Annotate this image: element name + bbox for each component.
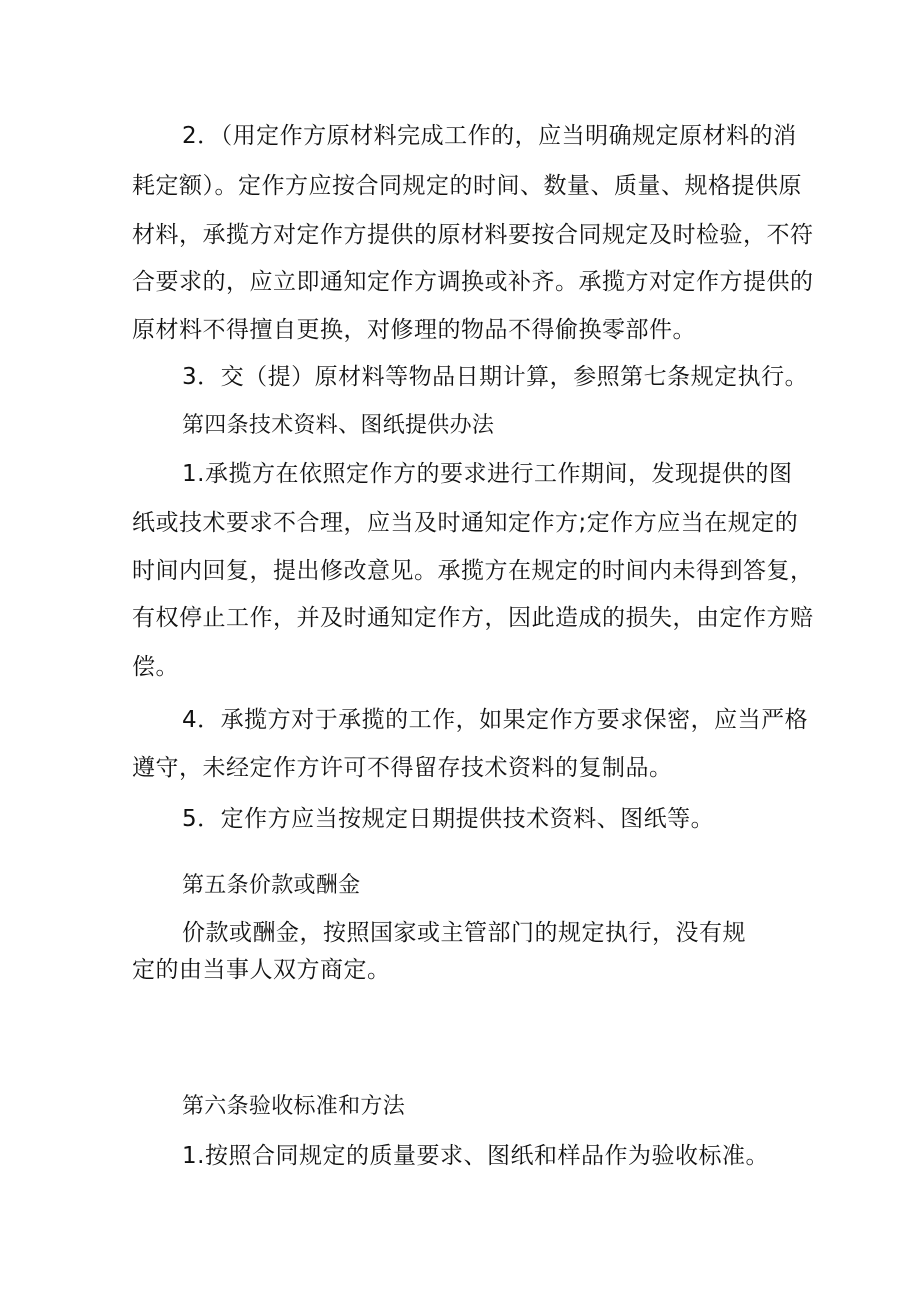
section-heading-5: 第五条价款或酬金 (182, 873, 361, 898)
section-6-item-1: 1.按照合同规定的质量要求、图纸和样品作为验收标准。 (182, 1143, 769, 1169)
section-heading-4: 第四条技术资料、图纸提供办法 (182, 413, 495, 438)
section-heading-6: 第六条验收标准和方法 (182, 1094, 406, 1119)
section-4-item-4-line-1: 4．承揽方对于承揽的工作，如果定作方要求保密，应当严格 (182, 707, 809, 733)
paragraph-2-line-4: 合要求的，应立即通知定作方调换或补齐。承揽方对定作方提供的 (132, 269, 814, 295)
section-4-item-4-line-2: 遵守，未经定作方许可不得留存技术资料的复制品。 (132, 755, 673, 781)
section-4-item-1-line-5: 偿。 (132, 654, 179, 680)
section-4-item-1-line-1: 1.承揽方在依照定作方的要求进行工作期间，发现提供的图 (182, 461, 793, 487)
paragraph-2-line-5: 原材料不得擅自更换，对修理的物品不得偷换零部件。 (132, 317, 696, 343)
section-4-item-1-line-2: 纸或技术要求不合理，应当及时通知定作方;定作方应当在规定的 (132, 510, 799, 536)
paragraph-2-line-1: 2．（用定作方原材料完成工作的，应当明确规定原材料的消 (182, 123, 797, 149)
paragraph-2-line-3: 材料，承揽方对定作方提供的原材料要按合同规定及时检验，不符 (132, 222, 814, 248)
section-4-item-1-line-3: 时间内回复，提出修改意见。承揽方在规定的时间内未得到答复， (132, 558, 814, 584)
section-4-item-5: 5．定作方应当按规定日期提供技术资料、图纸等。 (182, 806, 715, 832)
paragraph-3: 3．交（提）原材料等物品日期计算，参照第七条规定执行。 (182, 364, 809, 390)
paragraph-2-line-2: 耗定额）。定作方应按合同规定的时间、数量、质量、规格提供原 (132, 173, 802, 199)
section-5-body-line-1: 价款或酬金，按照国家或主管部门的规定执行，没有规 (182, 920, 746, 946)
section-4-item-1-line-4: 有权停止工作，并及时通知定作方，因此造成的损失，由定作方赔 (132, 605, 814, 631)
section-5-body-line-2: 定的由当事人双方商定。 (132, 957, 391, 983)
